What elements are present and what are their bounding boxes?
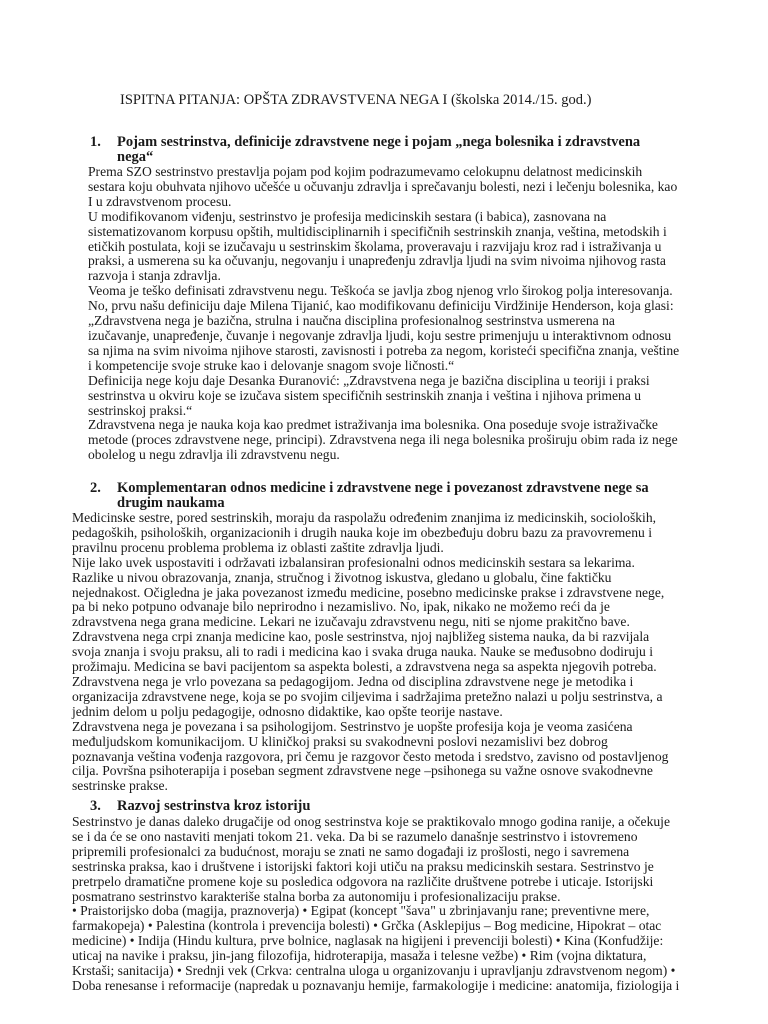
text-line: Doba renesanse i reformacije (napredak u poznavanju hemije, farmakologije i medicine: anatomija, fiziologija i <box>72 977 680 993</box>
section-1-number: 1. <box>90 134 101 150</box>
text-line: međuljudskom komunikacijom. U kliničkoj praksi su svakodnevni poslovi nezamislivi bez dobrog <box>72 733 608 749</box>
text-line: pravilnu procenu problema problema iz oblasti zaštite zdravlja ljudi. <box>72 539 444 555</box>
text-line: sestrinska praksa, kao i društvene i istorijski faktori koji utiču na praksu medicinskih sestara. Sestrinstvo je <box>72 858 654 874</box>
section-2-number: 2. <box>90 480 101 496</box>
text-line: No, prvu našu definiciju daje Milena Tijanić, kao modifikovanu definiciju Virdžinije Henderson, koja glasi: <box>88 298 674 314</box>
text-line: etičkih postulata, koji se izučavaju u sestrinskim školama, proveravaju i razvijaju kroz rad i istraživanja u <box>88 238 662 254</box>
text-line: medicine) • Indija (Hindu kultura, prve bolnice, naglasak na higijeni i prevenciji bolesti) • Kina (Konfudžije: <box>72 933 664 949</box>
text-line: pripremili profesionalci za budućnost, moraju se znati ne samo događaji iz prošlosti, nego i savremena <box>72 843 630 859</box>
document-title: ISPITNA PITANJA: OPŠTA ZDRAVSTVENA NEGA I (školska 2014./15. god.) <box>120 92 592 108</box>
text-line: pretrpelo dramatične promene koje su posledica odgovora na različite društvene potrebe i uticaje. Istorijski <box>72 873 654 889</box>
text-line: i kompetencije svoje struke kao i delovanje snagom svoje ličnosti.“ <box>88 357 455 373</box>
section-1-title-line: nega“ <box>117 149 154 165</box>
section-2-title-line: Komplementaran odnos medicine i zdravstvene nege i povezanost zdravstvene nege sa <box>117 480 649 496</box>
text-line: pedagoških, psiholoških, organizacionih i drugih nauka koje im obezbeđuju dobru bazu za pravovremenu i <box>72 524 652 540</box>
text-line: izučavanje, unapređenje, čuvanje i negovanje zdravlja ljudi, koju sestre primenjuju u interaktivnom odnosu <box>88 327 672 343</box>
section-3-number: 3. <box>90 798 101 814</box>
text-line: Zdravstvena nega je vrlo povezana sa pedagogijom. Jedna od disciplina zdravstvene nege je metodika i <box>72 673 634 689</box>
text-line: sestrinske prakse. <box>72 778 168 794</box>
text-line: I u zdravstvenom procesu. <box>88 193 232 209</box>
text-line: obolelog u negu zdravlja ili zdravstvenu negu. <box>88 447 340 463</box>
text-line: Prema SZO sestrinstvo prestavlja pojam pod kojim podrazumevamo celokupnu delatnost medicinskih <box>88 164 643 179</box>
text-line: sestrinstva u okviru koje se izučava sistem specifičnih sestrinskih znanja i veština i njihova primena u <box>88 387 642 403</box>
text-line: cilja. Površna psihoterapija i poseban segment zdravstvene nege –psihonega su važne osnove svakodnevne <box>72 763 653 779</box>
text-line: • Praistorijsko doba (magija, praznoverja) • Egipat (koncept "šava" u zbrinjavanju rane; preventivne mere, <box>72 903 650 919</box>
section-1-body <box>88 165 679 463</box>
text-line: „Zdravstvena nega je bazična, strulna i naučna disciplina profesionalnog sestrinstva usmerena na <box>88 313 615 329</box>
text-line: Zdravstvena nega crpi znanja medicine kao, posle sestrinstva, njoj najbližeg sistema nauka, da bi razvijala <box>72 629 650 645</box>
text-line: praksi, a usmerena su ka očuvanju, negovanju i unapređenju zdravlja ljudi na svim nivoima njihovog rasta <box>88 253 666 269</box>
section-1-title-line: Pojam sestrinstva, definicije zdravstvene nege i pojam „nega bolesnika i zdravstvena <box>117 134 641 150</box>
text-line: organizacija zdravstvene nege, koja se po svojim ciljevima i sadržajima pretežno nalazi u polju sestrinstva, a <box>72 688 663 704</box>
text-line: prožimaju. Medicina se bavi pacijentom sa aspekta bolesti, a zdravstvena nega sa aspekta njegovih potreba. <box>72 659 657 675</box>
text-line: Definicija nege koju daje Desanka Đuranović: „Zdravstvena nega je bazična disciplina u teoriji i praksi <box>88 372 650 388</box>
text-line: metode (proces zdravstvene nege, principi). Zdravstvena nega ili nega bolesnika proširuju obim rada iz nege <box>88 432 678 448</box>
text-line: posmatrano sestrinstvo karakteriše stalna borba za autonomiju i profesionalizaciju prakse. <box>72 888 561 904</box>
text-line: Veoma je teško definisati zdravstvenu negu. Teškoća se javlja zbog njenog vrlo širokog polja interesovanja. <box>88 283 673 299</box>
text-line: uticaj na navike i praksu, jin-jang filozofija, hidroterapija, masaža i telesne vežbe) • Rim (vojna diktatura, <box>72 948 647 964</box>
text-line: se i da će se ono nastaviti menjati tokom 21. veka. Da bi se razumelo današnje sestrinstvo i istovremeno <box>72 828 638 844</box>
text-line: sestara koju obuhvata njihovo učešće u očuvanju zdravlja i sprečavanju bolesti, nezi i lečenju bolesnika, kao <box>88 178 678 194</box>
text-line: sistematizovanom korpusu opštih, multidisciplinarnih i specifičnih sestrinskih znanja, veština, metodskih i <box>88 223 667 239</box>
text-line: zdravstvena nega grana medicine. Lekari ne izučavaju zdravstvenu negu, niti se njome prakitčno bave. <box>72 614 630 630</box>
text-line: svoja znanja i svoju praksu, ali to radi i medicina kao i svaka druga nauka. Nauke se međusobno dodiruju i <box>72 644 653 660</box>
text-line: Nije lako uvek uspostaviti i održavati izbalansiran profesionalni odnos medicinskih sestara sa lekarima. <box>72 554 635 570</box>
text-line: razvoja i stanja zdravlja. <box>88 268 221 284</box>
text-line: sestrinskoj praksi.“ <box>88 402 193 418</box>
section-3-body <box>72 815 679 994</box>
section-3-title-line: Razvoj sestrinstva kroz istoriju <box>117 798 311 814</box>
section-2-body <box>72 511 668 794</box>
text-line: Zdravstvena nega je nauka koja kao predmet istraživanja ima bolesnika. Ona poseduje svoje istraživačke <box>88 417 658 433</box>
text-line: sa njima na svim nivoima njihove starosti, zavisnosti i potreba za negom, koristeći specifična znanja, veštine <box>88 342 680 358</box>
text-line: pa bi neko potpuno odvanaje bilo neprirodno i nezamislivo. No, ipak, nikako ne možemo reći da je <box>72 599 610 615</box>
text-line: nejednakost. Očigledna je jaka povezanost između medicine, posebno medicinske prakse i zdravstvene nege, <box>72 584 665 600</box>
text-line: Medicinske sestre, pored sestrinskih, moraju da raspolažu određenim znanjima iz medicinskih, socioloških, <box>72 510 657 525</box>
text-line: Zdravstvena nega je povezana i sa psihologijom. Sestrinstvo je uopšte profesija koja je veoma zasićena <box>72 718 633 734</box>
text-line: Sestrinstvo je danas daleko drugačije od onog sestrinstva koje se praktikovalo mnogo godina ranije, a očekuje <box>72 814 670 829</box>
text-line: poznavanja veština vođenja razgovora, pri čemu je razgovor često metoda i sredstvo, zavisno od postavljenog <box>72 748 669 764</box>
text-line: Krstaši; sanitacija) • Srednji vek (Crkva: centralna uloga u organizovanju i upravljanju zdravstvenom negom) • <box>72 963 676 979</box>
text-line: Razlike u nivou obrazovanja, znanja, stručnog i životnog iskustva, gledano u globalu, čine faktičku <box>72 569 612 585</box>
text-line: U modifikovanom viđenju, sestrinstvo je profesija medicinskih sestara (i babica), zasnovana na <box>88 208 607 224</box>
section-2-title-line: drugim naukama <box>117 495 225 511</box>
text-line: farmakopeja) • Palestina (kontrola i prevencija bolesti) • Grčka (Asklepijus – Bog medicine, Hipokrat – otac <box>72 918 662 934</box>
text-line: jednim delom u polju pedagogije, odnosno didaktike, kao opšte teorije nastave. <box>72 703 503 719</box>
